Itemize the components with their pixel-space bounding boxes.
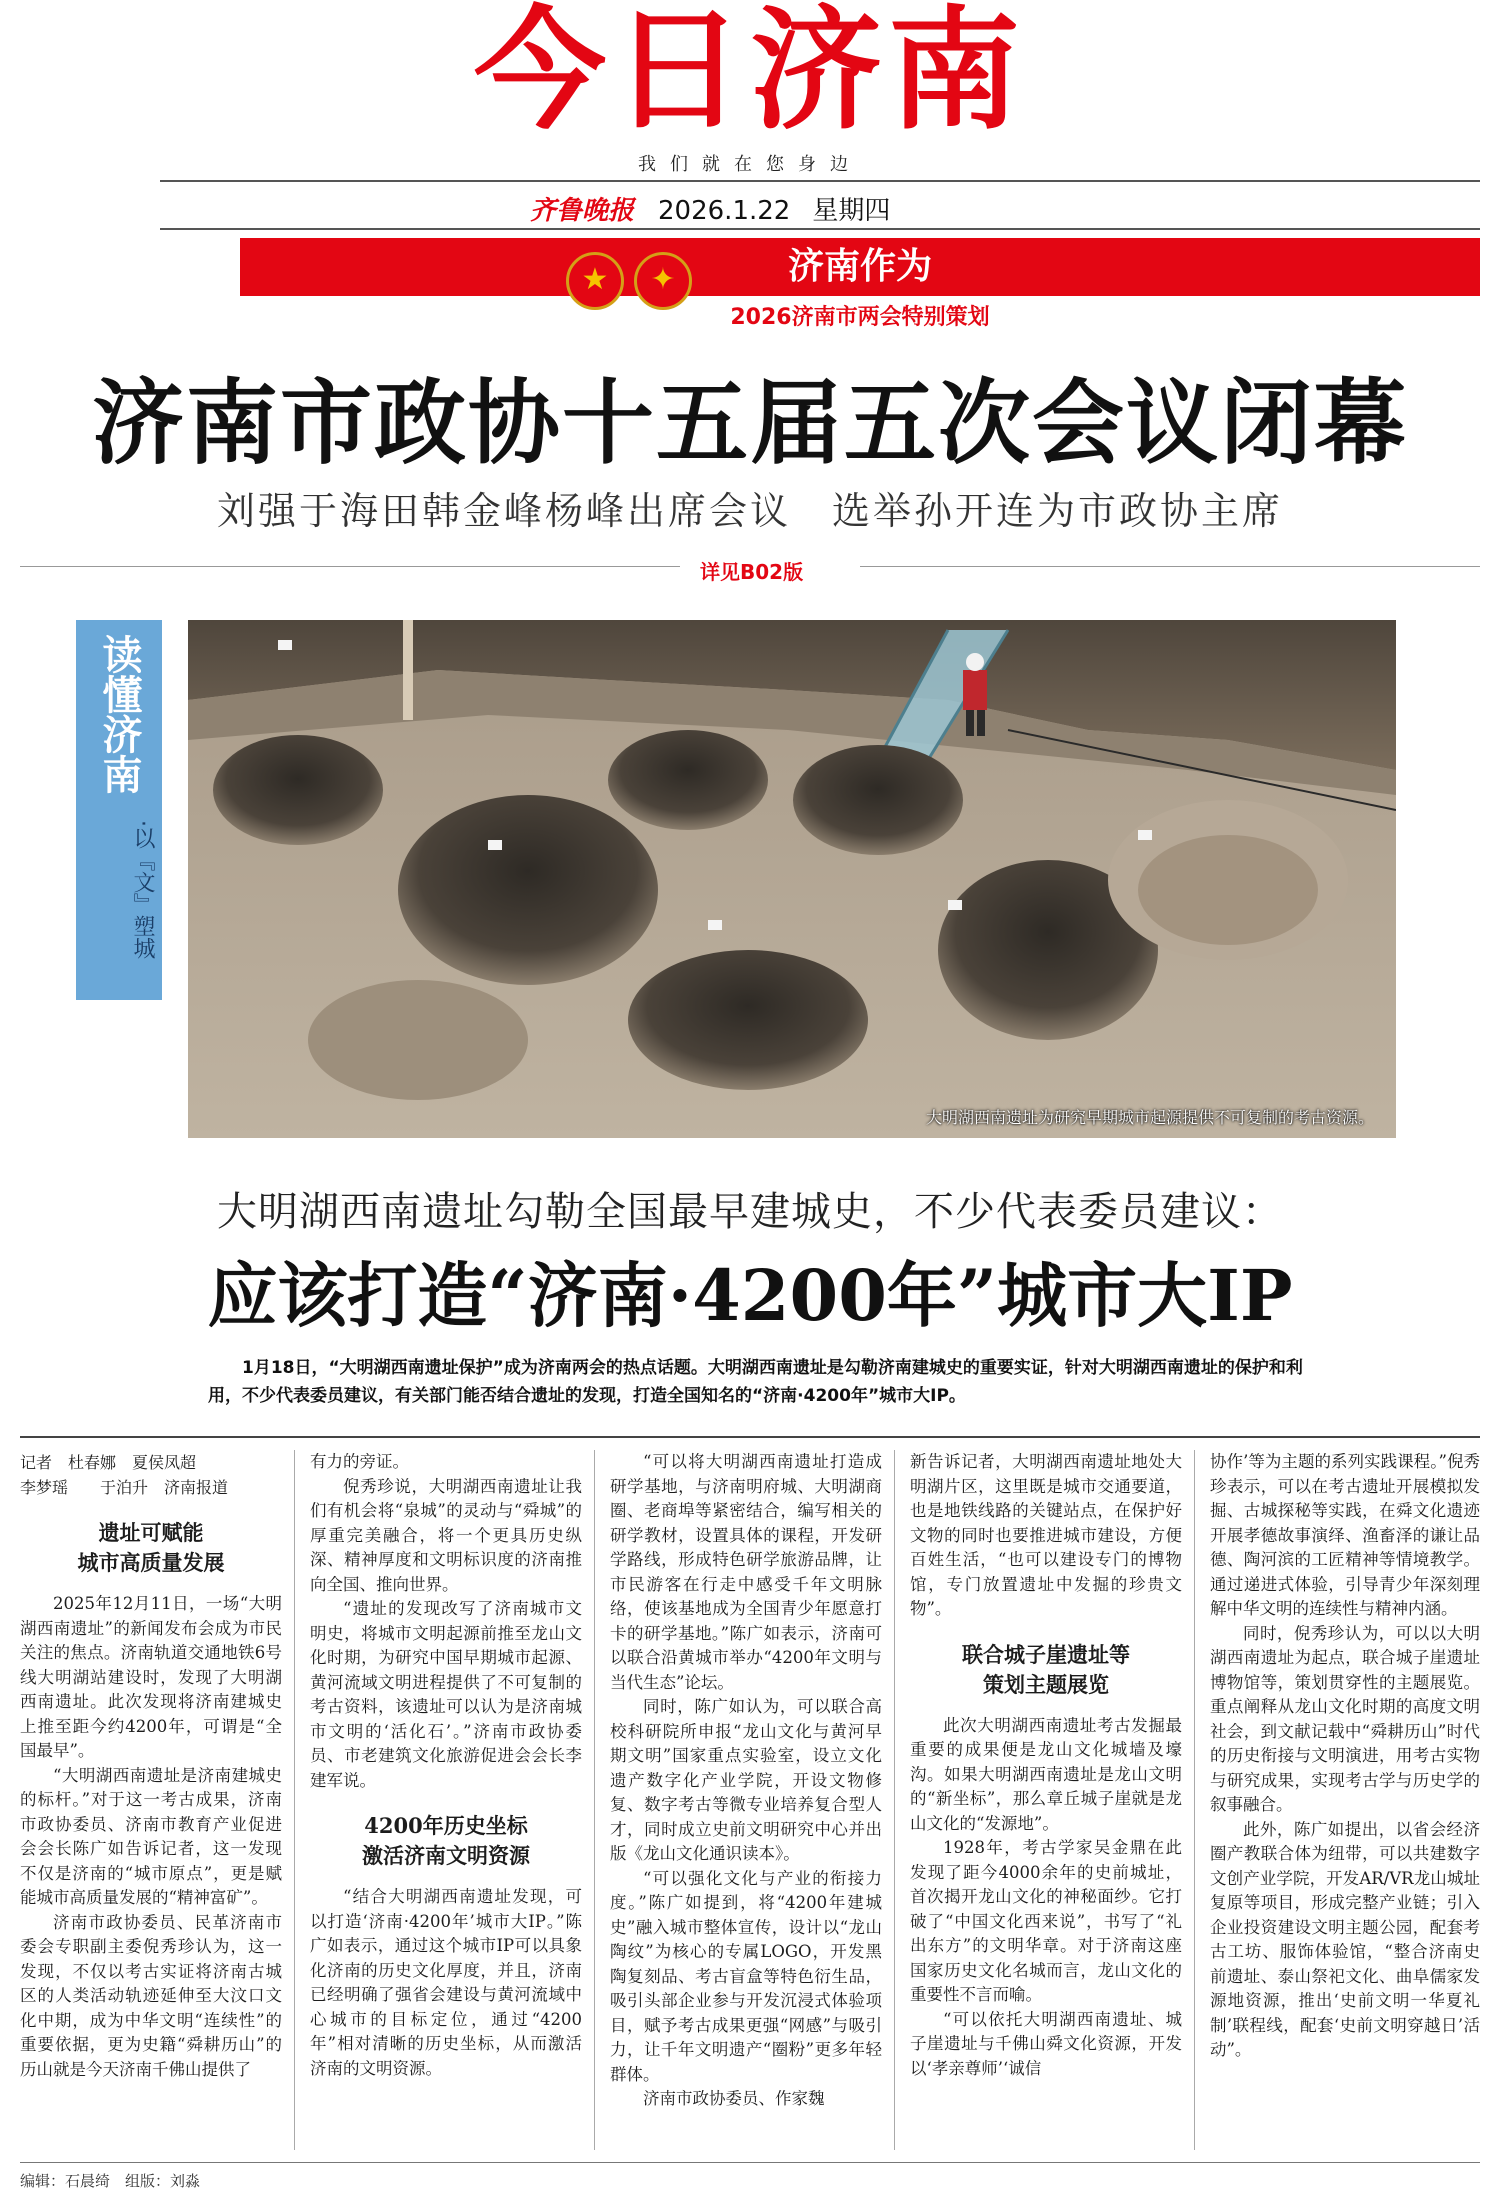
issue-date: 2026.1.22 — [658, 196, 791, 226]
national-emblem-icon: ★ — [566, 252, 624, 310]
paragraph: 1928年，考古学家吴金鼎在此发现了距今4000余年的史前城址，首次揭开龙山文化的神秘面纱。它打破了“中国文化西来说”，书写了“礼出东方”的文明华章。对于济南这座国家历史文化名城而言，龙山文化的重要性不言而喻。 — [910, 1838, 1182, 2004]
body-column-5 — [1210, 1450, 1480, 2063]
column-separator — [294, 1450, 295, 2150]
section-subtitle-3: 联合城子崖遗址等 策划主题展览 — [962, 1641, 1130, 1697]
masthead-title: 今日济南 — [474, 0, 1026, 148]
paragraph: 此次大明湖西南遗址考古发掘最重要的成果便是龙山文化城墙及壕沟。如果大明湖西南遗址是龙山文明的“新坐标”，那么章丘城子崖就是龙山文化的“发源地”。 — [910, 1715, 1182, 1833]
column-label-sub: ·以『文』塑城 — [130, 820, 155, 959]
body-column-4 — [910, 1450, 1182, 2081]
paragraph: 济南市政协委员、民革济南市委会专职副主委倪秀珍认为，这一发现，不仅以考古实证将济南古城区的人类活动轨迹延伸至大汶口文化中期，成为中华文明“连续性”的重要依据，更为史籍“舜耕历山”的历山就是今天济南千佛山提供了 — [20, 1912, 282, 2079]
section-subtitle-2: 4200年历史坐标 激活济南文明资源 — [362, 1813, 530, 1868]
story-lead: 1月18日，“大明湖西南遗址保护”成为济南两会的热点话题。大明湖西南遗址是勾勒济南建城史的重要实证，针对大明湖西南遗址的保护和利用，不少代表委员建议，有关部门能否结合遗址的发现，打造全国知名的“济南·4200年”城市大IP。 — [208, 1358, 1303, 1406]
excavation-illustration — [188, 620, 1396, 1138]
photo-caption: 大明湖西南遗址为研究早期城市起源提供不可复制的考古资源。 — [925, 1108, 1374, 1127]
paragraph: “大明湖西南遗址是济南建城史的标杆。”对于这一考古成果，济南市政协委员、济南市教育产业促进会会长陈广如告诉记者，这一发现不仅是济南的“城市原点”，更是赋能城市高质量发展的“精神富矿”。 — [20, 1765, 282, 1907]
paper-name: 齐鲁晚报 — [530, 196, 635, 226]
body-column-2 — [310, 1450, 582, 2081]
lead-divider — [20, 1436, 1480, 1438]
lead-headline: 济南市政协十五届五次会议闭幕 — [91, 369, 1408, 477]
masthead-slogan: 我们就在您身边 — [638, 154, 862, 175]
section-subtitle-1: 遗址可赋能 城市高质量发展 — [77, 1520, 225, 1575]
body-column-3 — [610, 1450, 882, 2112]
paragraph: “结合大明湖西南遗址发现，可以打造‘济南·4200年’城市大IP。”陈广如表示，通过这个城市IP可以具象化济南的历史文化厚度，并且，济南已经明确了强省会建设与黄河流域中心城市的目标定位，通过“4200年”相对清晰的历史坐标，从而激活济南的文明资源。 — [310, 1887, 582, 2078]
paragraph: “可以将大明湖西南遗址打造成研学基地，与济南明府城、大明湖商圈、老商埠等紧密结合，编写相关的研学教材，设置具体的课程，开发研学路线，形成特色研学旅游品牌，让市民游客在行走中感受千年文明脉络，使该基地成为全国青少年愿意打卡的研学基地。”陈广如表示，济南可以联合沿黄城市举办“4200年文明与当代生态”论坛。 — [610, 1452, 882, 1692]
column-separator — [1194, 1450, 1195, 2150]
body-column-1 — [20, 1450, 282, 2082]
paragraph: 倪秀珍说，大明湖西南遗址让我们有机会将“泉城”的灵动与“舜城”的厚重完美融合，将一个更具历史纵深、精神厚度和文明标识度的济南推向全国、推向世界。 — [310, 1476, 582, 1594]
masthead-rule — [160, 180, 1480, 182]
column-label — [76, 620, 162, 1000]
story-headline: 应该打造“济南·4200年”城市大IP — [207, 1254, 1293, 1337]
paragraph: 2025年12月11日，一场“大明湖西南遗址”的新闻发布会成为市民关注的焦点。济南轨道交通地铁6号线大明湖站建设时，发现了大明湖西南遗址。此次发现将济南建城史上推至距今约4200年，可谓是“全国最早”。 — [20, 1594, 282, 1760]
paragraph: 同时，倪秀珍认为，可以以大明湖西南遗址为起点，联合城子崖遗址博物馆等，策划贯穿性的主题展览。重点阐释从龙山文化时期的高度文明社会，到文献记载中“舜耕历山”时代的历史衔接与文明演进，用考古实物与研究成果，实现考古学与历史学的叙事融合。 — [1210, 1623, 1480, 1814]
footer-rule — [20, 2162, 1480, 2163]
paragraph: 济南市政协委员、作家魏 — [643, 2089, 825, 2108]
footer-credits: 编辑：石晨绮 组版：刘淼 — [20, 2172, 201, 2190]
paragraph: 此外，陈广如提出，以省会经济圈产教联合体为纽带，可以共建数字文创产业学院，开发AR/VR龙山城址复原等项目，形成完整产业链；引入企业投资建设文明主题公园，配套考古工坊、服饰体验馆，“整合济南史前遗址、泰山祭祀文化、曲阜儒家发源地资源，推出‘史前文明一华夏礼制’联程线，配套‘史前文明穿越日’活动”。 — [1210, 1819, 1480, 2059]
paragraph: “可以强化文化与产业的衔接力度。”陈广如提到，将“4200年建城史”融入城市整体宣传，设计以“龙山陶纹”为核心的专属LOGO，开发黑陶复刻品、考古盲盒等特色衍生品，吸引头部企业参与开发沉浸式体验项目，赋予考古成果更强“网感”与吸引力，让千年文明遗产“圈粉”更多年轻群体。 — [610, 1868, 882, 2084]
date-line — [530, 190, 890, 227]
column-label-main — [76, 634, 162, 805]
story-kicker: 大明湖西南遗址勾勒全国最早建城史，不少代表委员建议： — [217, 1189, 1283, 1235]
divider-right — [860, 566, 1480, 567]
byline-reporters: 记者 杜春娜 夏侯凤超 — [20, 1453, 197, 1472]
lead-subhead: 刘强于海田韩金峰杨峰出席会议 选举孙开连为市政协主席 — [216, 489, 1283, 533]
paragraph: 新告诉记者，大明湖西南遗址地处大明湖片区，这里既是城市交通要道，也是地铁线路的关键站点，在保护好文物的同时也要推进城市建设，方便百姓生活，“也可以建设专门的博物馆，专门放置遗址中发掘的珍贵文物”。 — [910, 1452, 1182, 1618]
paragraph: “可以依托大明湖西南遗址、城子崖遗址与千佛山舜文化资源，开发以‘孝亲尊师’‘诚信 — [910, 2009, 1182, 2078]
byline-location: 李梦瑶 于泊升 济南报道 — [20, 1478, 229, 1497]
paragraph: 同时，陈广如认为，可以联合高校科研院所申报“龙山文化与黄河早期文明”国家重点实验室，设立文化遗产数字化产业学院，开设文物修复、数字考古等微专业培养复合型人才，同时成立史前文明研究中心并出版《龙山文化通识读本》。 — [610, 1697, 882, 1863]
paragraph: “遗址的发现改写了济南城市文明史，将城市文明起源前推至龙山文化时期，为研究中国早期城市起源、黄河流域文明进程提供了不可复制的考古资料，该遗址可以认为是济南城市文明的‘活化石’。”济南市政协委员、市老建筑文化旅游促进会会长李建军说。 — [310, 1599, 582, 1790]
column-separator — [894, 1450, 895, 2150]
date-rule — [160, 228, 1480, 230]
section-banner-title: 济南作为 — [787, 246, 932, 287]
section-banner-subtitle: 2026济南市两会特别策划 — [730, 305, 990, 330]
column-separator — [594, 1450, 595, 2150]
excavation-photo — [188, 620, 1396, 1138]
paragraph: 有力的旁证。 — [310, 1452, 409, 1471]
divider-left — [20, 566, 680, 567]
issue-weekday: 星期四 — [812, 196, 891, 226]
cppcc-emblem-icon: ✦ — [634, 252, 692, 310]
column-label-text: 读懂济南 — [96, 634, 142, 794]
paragraph: 协作’等为主题的系列实践课程。”倪秀珍表示，可以在考古遗址开展模拟发掘、古城探秘等实践，在舜文化遗迹开展孝德故事演绎、渔畜泽的谦让品德、陶河滨的工匠精神等情境教学。通过递进式体验，引导青少年深刻理解中华文明的连续性与精神内涵。 — [1210, 1452, 1480, 1618]
see-more-link[interactable]: 详见B02版 — [700, 560, 804, 584]
